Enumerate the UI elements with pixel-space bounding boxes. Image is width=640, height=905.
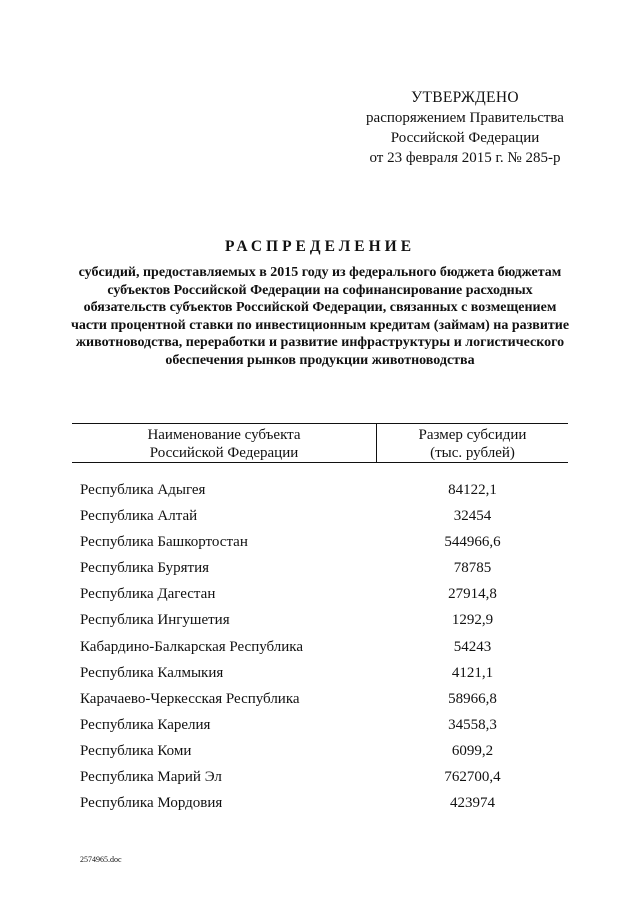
- table-row: [0, 660, 640, 686]
- column-header-amount-line1: Размер субсидии: [418, 427, 527, 443]
- region-name: Республика Калмыкия: [80, 664, 224, 681]
- subsidy-amount: 84122,1: [448, 482, 497, 498]
- table-row: [0, 607, 640, 633]
- column-header-amount-line2: (тыс. рублей): [430, 445, 515, 461]
- table-row: [0, 555, 640, 581]
- subsidy-amount: 4121,1: [451, 664, 494, 681]
- table-row: [0, 764, 640, 790]
- table-row: [0, 712, 640, 738]
- column-header-amount: [377, 426, 568, 462]
- column-header-region-line2: Российской Федерации: [149, 445, 299, 461]
- subsidy-amount: 27914,8: [448, 586, 497, 603]
- region-name: Республика Башкортостан: [80, 534, 248, 551]
- region-name: Республика Бурятия: [80, 560, 210, 577]
- region-name: Кабардино-Балкарская Республика: [80, 638, 304, 655]
- column-header-region-line1: Наименование субъекта: [147, 427, 301, 443]
- region-name: Республика Мордовия: [80, 795, 223, 812]
- subsidy-amount: 423974: [450, 795, 495, 812]
- table-row: [0, 686, 640, 712]
- approval-heading: УТВЕРЖДЕНО: [411, 89, 519, 106]
- table-row: [0, 503, 640, 529]
- table-row: [0, 738, 640, 764]
- subsidy-amount: 6099,2: [451, 742, 494, 759]
- region-name: Карачаево-Черкесская Республика: [80, 690, 300, 707]
- region-name: Республика Адыгея: [80, 482, 206, 498]
- approval-line-3: от 23 февраля 2015 г. № 285-р: [369, 150, 561, 166]
- table-header-rule: [72, 462, 568, 463]
- table-row: [0, 477, 640, 503]
- subsidy-amount: 1292,9: [451, 612, 494, 629]
- subsidy-amount: 78785: [453, 560, 492, 577]
- region-name: Республика Дагестан: [80, 586, 216, 603]
- approval-block: [340, 88, 590, 168]
- table-row: [0, 581, 640, 607]
- document-title: РАСПРЕДЕЛЕНИЕ: [224, 238, 416, 255]
- table-row: [0, 529, 640, 555]
- region-name: Республика Ингушетия: [80, 612, 230, 629]
- approval-line-1: распоряжением Правительства: [366, 110, 564, 126]
- approval-line-2: Российской Федерации: [390, 130, 540, 146]
- subsidy-amount: 544966,6: [444, 534, 501, 551]
- subsidy-amount: 32454: [453, 508, 492, 525]
- subsidy-amount: 34558,3: [448, 716, 497, 733]
- region-name: Республика Алтай: [80, 508, 198, 525]
- subsidy-amount: 58966,8: [448, 690, 497, 707]
- table-body: [0, 477, 640, 816]
- region-name: Республика Карелия: [80, 716, 211, 733]
- region-name: Республика Марий Эл: [80, 769, 222, 786]
- document-subtitle: субсидий, предоставляемых в 2015 году из федерального бюджета бюджетам субъектов Российской Федерации на софинансирование расходных обязательств субъектов Российской Федерации, связанных с возмещением части процентной ставки по инвестиционным кредитам (займам) на развитие животноводства, переработки и развитие инфраструктуры и логистического обеспечения рынков продукции животноводства: [70, 265, 570, 368]
- region-name: Республика Коми: [80, 742, 192, 759]
- subsidy-amount: 762700,4: [444, 769, 501, 786]
- table-row: [0, 790, 640, 816]
- table-top-rule: [72, 423, 568, 424]
- table-row: [0, 634, 640, 660]
- file-reference: 2574965.doc: [80, 855, 122, 864]
- subsidy-amount: 54243: [453, 638, 492, 655]
- column-header-region: [72, 426, 376, 462]
